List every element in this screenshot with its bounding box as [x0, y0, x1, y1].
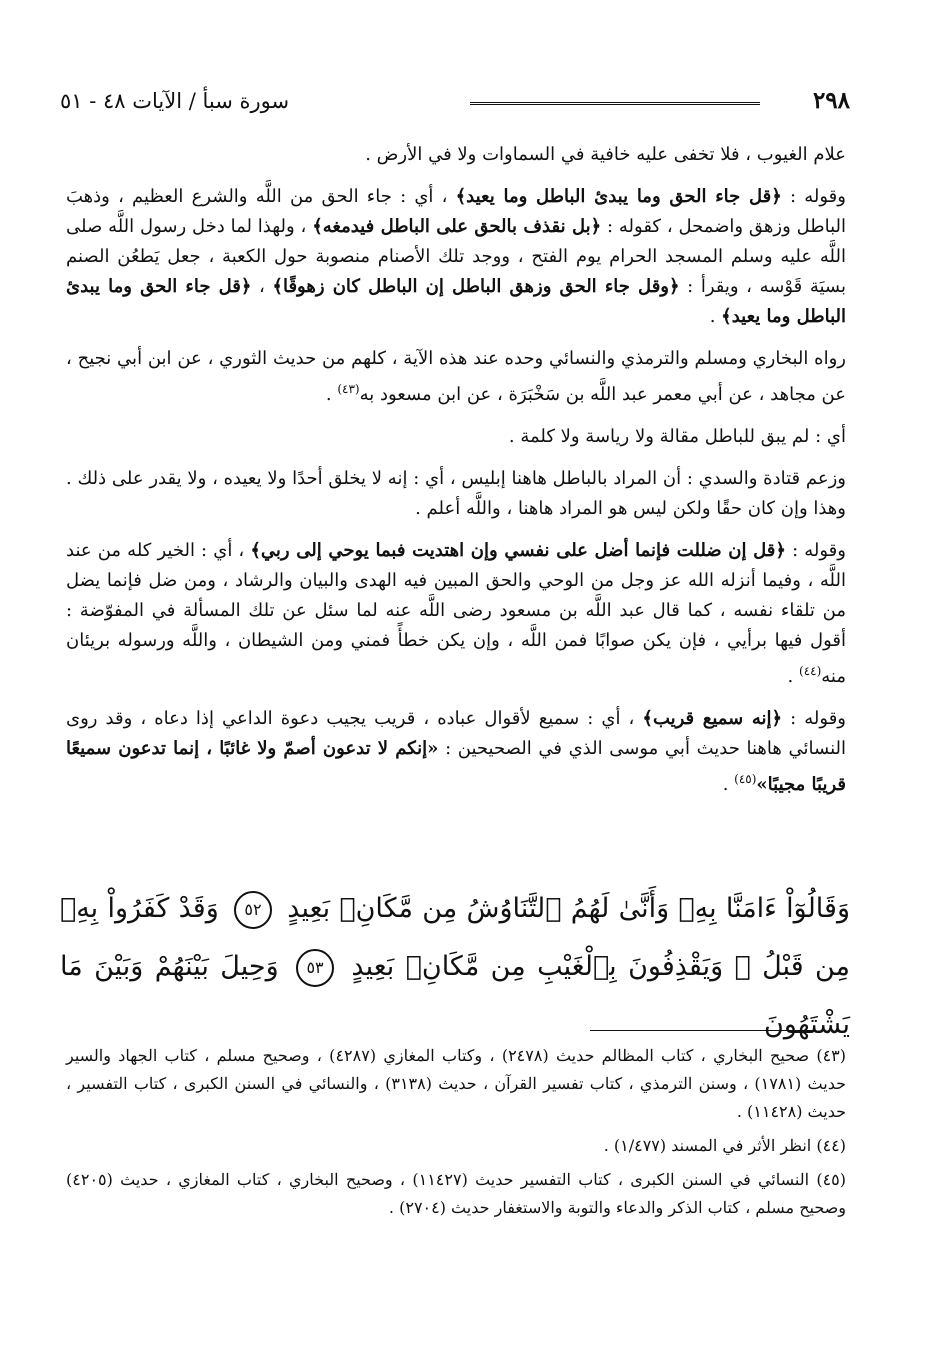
- paragraph: [66, 344, 846, 410]
- body-text: ، أي : جاء الحق من اللَّه والشرع العظيم ، وذهبَ الباطل وزهق واضمحل ، كقوله :: [66, 186, 846, 237]
- quotation-text: ﴿قل جاء الحق وما يبدئ الباطل وما يعيد﴾: [455, 186, 782, 207]
- ayah-number-marker: ٥٢: [234, 891, 272, 929]
- footnotes: [66, 1042, 846, 1228]
- body-text: .: [325, 384, 338, 405]
- body-text: ، أي : سميع لأقوال عباده ، قريب يجيب دعوة الداعي إذا دعاه ، وقد روى النسائي هاهنا حديث أبي موسى الذي في الصحيحين :: [66, 708, 846, 759]
- body-text: .: [787, 666, 799, 687]
- quotation-text: «إنكم لا تدعون أصمّ ولا غائبًا ، إنما تدعون سميعًا قريبًا مجيبًا»: [66, 738, 846, 795]
- footnote: (٤٤) انظر الأثر في المسند (١/٤٧٧) .: [603, 1136, 846, 1155]
- paragraph: [66, 704, 846, 800]
- footnote: (٤٣) صحيح البخاري ، كتاب المظالم حديث (٢٤٧٨) ، وكتاب المغازي (٤٢٨٧) ، وصحيح مسلم ، كتاب الجهاد والسير حديث (١٧٨١) ، وسنن الترمذي ، كتاب تفسير القرآن ، حديث (٣١٣٨) ، والنسائي في السنن الكبرى ، كتاب التفسير ، حديث (١١٤٢٨) .: [66, 1046, 847, 1121]
- header-rule: [470, 102, 760, 105]
- body-text: ، أي : الخير كله من عند اللَّه ، وفيما أنزله الله عز وجل من الوحي والحق المبين فيه الهدى والبيان والرشاد ، ومن ضل فإنما يضل من تلقاء نفسه ، كما قال عبد اللَّه بن مسعود رضى اللَّه عنه لما سئل عن تلك المسألة في المفوّضة : أقول فيها برأيي ، فإن يكن صوابًا فمن اللَّه ، وإن يكن خطأً فمني ومن الشيطان ، واللَّه ورسوله بريئان منه: [66, 540, 846, 687]
- paragraph: [66, 464, 846, 524]
- body-text: ،: [251, 276, 273, 297]
- body-text: رواه البخاري ومسلم والترمذي والنسائي وحده عند هذه الآية ، كلهم من حديث الثوري ، عن ابن أبي نجيح ، عن مجاهد ، عن أبي معمر عبد اللَّه بن سَخْبَرَة ، عن ابن مسعود به: [66, 348, 846, 405]
- quran-verses: [60, 880, 850, 1054]
- body-text: وقوله :: [782, 708, 846, 729]
- quotation-text: ﴿بل نقذف بالحق على الباطل فيدمغه﴾: [312, 216, 602, 237]
- quran-verse-text: وَحِيلَ بَيْنَهُمْ وَبَيْنَ مَا يَشْتَهُونَ: [60, 951, 850, 1040]
- body-text: .: [722, 774, 735, 795]
- paragraph: [66, 422, 846, 452]
- quotation-text: ﴿إنه سميع قريب﴾: [642, 708, 783, 729]
- running-title: سورة سبأ / الآيات ٤٨ - ٥١: [60, 89, 290, 113]
- body-text: .: [709, 306, 722, 327]
- footnote-ref: (٤٤): [799, 664, 822, 678]
- paragraph: [66, 536, 846, 692]
- quran-verse-text: وَقَالُوٓاْ ءَامَنَّا بِهِۦ وَأَنَّىٰ لَهُمُ ٱلتَّنَاوُشُ مِن مَّكَانِۭ بَعِيدٍ: [287, 893, 850, 924]
- quotation-text: ﴿وقل جاء الحق وزهق الباطل إن الباطل كان زهوقًا﴾: [272, 276, 680, 297]
- main-text: [66, 140, 846, 812]
- page-number: ٢٩٨: [812, 87, 850, 114]
- footnote-ref: (٤٥): [734, 772, 757, 786]
- quotation-text: ﴿قل جاء الحق وما يبدئ الباطل وما يعيد﴾: [66, 276, 846, 327]
- body-text: ، ولهذا لما دخل رسول اللَّه صلى اللَّه عليه وسلم المسجد الحرام يوم الفتح ، ووجد تلك الأصنام منصوبة حول الكعبة ، جعل يَطعُن الصنم بسيَة قَوْسه ، ويقرأ :: [66, 216, 846, 297]
- footnote: (٤٥) النسائي في السنن الكبرى ، كتاب التفسير حديث (١١٤٢٧) ، وصحيح البخاري ، كتاب المغازي ، حديث (٤٢٠٥) وصحيح مسلم ، كتاب الذكر والدعاء والتوبة والاستغفار حديث (٢٧٠٤) .: [66, 1170, 846, 1217]
- footnote-separator: [590, 1030, 812, 1031]
- quotation-text: ﴿قل إن ضللت فإنما أضل على نفسي وإن اهتديت فبما يوحي إلى ربي﴾: [250, 540, 786, 561]
- body-text: وزعم قتادة والسدي : أن المراد بالباطل هاهنا إبليس ، أي : إنه لا يخلق أحدًا ولا يعيده ، ولا يقدر على ذلك . وهذا وإن كان حقًا ولكن ليس هو المراد هاهنا ، واللَّه أعلم .: [66, 468, 846, 519]
- body-text: علام الغيوب ، فلا تخفى عليه خافية في السماوات ولا في الأرض .: [365, 144, 846, 165]
- page-header: [60, 86, 850, 120]
- body-text: أي : لم يبق للباطل مقالة ولا رياسة ولا كلمة .: [508, 426, 846, 447]
- footnote-ref: (٤٣): [337, 382, 360, 396]
- ayah-number-marker: ٥٣: [296, 949, 334, 987]
- body-text: وقوله :: [781, 186, 846, 207]
- paragraph: [66, 182, 846, 332]
- quran-verse-text: وَقَدْ كَفَرُواْ بِهِۦ مِن قَبْلُ ۖ وَيَقْذِفُونَ بِٱلْغَيْبِ مِن مَّكَانِۭ بَعِيدٍ: [60, 893, 850, 982]
- body-text: وقوله :: [785, 540, 846, 561]
- paragraph: [66, 140, 846, 170]
